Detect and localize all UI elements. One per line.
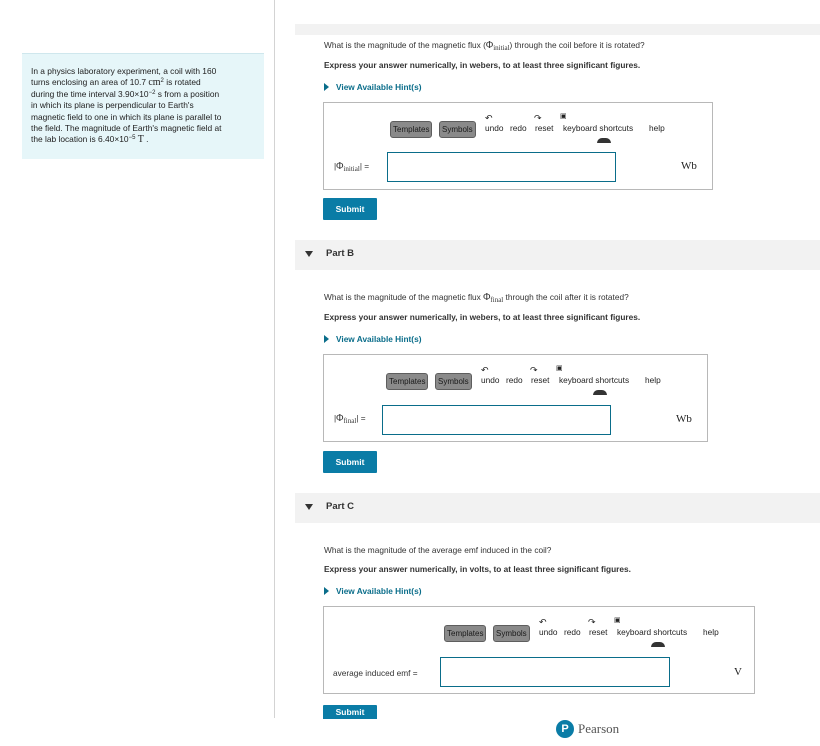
symbols-button[interactable]: Symbols [439, 121, 476, 138]
templates-button[interactable]: Templates [386, 373, 428, 390]
help-button[interactable]: help [649, 123, 665, 133]
symbols-button[interactable]: Symbols [493, 625, 530, 642]
pearson-logo-icon: P [556, 720, 574, 738]
reset-button[interactable]: reset [589, 627, 608, 637]
problem-line: the field. The magnitude of Earth's magnetic field at [31, 123, 222, 134]
undo-icon: ↶ [481, 365, 489, 375]
redo-button[interactable]: redo [564, 627, 581, 637]
part-b-variable-label: $|\Phi_{final}|$ = [334, 413, 366, 425]
part-c-submit-button[interactable]: Submit [323, 705, 377, 719]
part-c-unit: V [734, 666, 742, 678]
part-a-unit: Wb [681, 160, 697, 172]
column-divider [274, 0, 275, 718]
part-a-question: What is the magnitude of the magnetic flux $(\Phi_{initial})$ through the coil before it is rotated? [324, 40, 645, 52]
caret-right-icon [324, 587, 329, 595]
part-a-instruction: Express your answer numerically, in webers, to at least three significant figures. [324, 60, 641, 70]
keyboard-shortcuts-button[interactable]: keyboard shortcuts [563, 123, 634, 133]
redo-button[interactable]: redo [510, 123, 527, 133]
problem-line: In a physics laboratory experiment, a coil with 160 [31, 66, 217, 76]
redo-icon: ↷ [534, 113, 542, 123]
problem-line: during the time interval $3.90\times 10^{-2}$ s from a position [31, 88, 220, 99]
part-c-hint-link[interactable]: View Available Hint(s) [324, 586, 421, 596]
templates-button[interactable]: Templates [390, 121, 432, 138]
problem-line: magnetic field to one in which its plane is parallel to [31, 111, 222, 122]
redo-button[interactable]: redo [506, 375, 523, 385]
part-b-submit-button[interactable]: Submit [323, 451, 377, 473]
part-c-variable-label: average induced emf = [333, 668, 418, 678]
caret-right-icon [324, 335, 329, 343]
reset-button[interactable]: reset [535, 123, 554, 133]
problem-statement [22, 53, 264, 159]
part-b-header[interactable] [295, 240, 820, 270]
part-b-answer-input[interactable] [382, 405, 611, 435]
templates-button[interactable]: Templates [444, 625, 486, 642]
part-c-title: Part C [326, 501, 354, 512]
problem-line: in which its plane is perpendicular to Earth's [31, 100, 194, 111]
toolbar-indicator [651, 642, 665, 647]
reset-button[interactable]: reset [531, 375, 550, 385]
redo-icon: ↷ [530, 365, 538, 375]
part-b-answer-box [323, 354, 708, 442]
symbols-button[interactable]: Symbols [435, 373, 472, 390]
chevron-down-icon [305, 504, 313, 510]
part-b-instruction: Express your answer numerically, in webers, to at least three significant figures. [324, 312, 641, 322]
part-c-answer-box [323, 606, 755, 694]
problem-line: turns enclosing an area of 10.7 $cm^2$ is rotated [31, 77, 201, 89]
pearson-logo-text: Pearson [578, 721, 620, 736]
part-c-question: What is the magnitude of the average emf induced in the coil? [324, 545, 552, 555]
undo-button[interactable]: undo [485, 123, 504, 133]
part-b-question: What is the magnitude of the magnetic flux $\Phi_{final}$ through the coil after it is rotated? [324, 292, 629, 304]
caret-right-icon [324, 83, 329, 91]
part-a-header-strip [295, 24, 820, 35]
help-button[interactable]: help [645, 375, 661, 385]
part-a-answer-input[interactable] [387, 152, 616, 182]
part-b-hint-link[interactable]: View Available Hint(s) [324, 334, 421, 344]
part-c-instruction: Express your answer numerically, in volts, to at least three significant figures. [324, 564, 631, 574]
part-a-submit-button[interactable]: Submit [323, 198, 377, 220]
undo-button[interactable]: undo [539, 627, 558, 637]
part-a-answer-box [323, 102, 713, 190]
part-a-variable-label: $|\Phi_{initial}|$ = [334, 161, 370, 173]
reset-icon: ▣ [560, 113, 567, 120]
redo-icon: ↷ [588, 617, 596, 627]
part-c-header[interactable] [295, 493, 820, 523]
undo-button[interactable]: undo [481, 375, 500, 385]
reset-icon: ▣ [556, 365, 563, 372]
help-button[interactable]: help [703, 627, 719, 637]
undo-icon: ↶ [485, 113, 493, 123]
problem-line: the lab location is $6.40\times 10^{-5}$ T . [31, 134, 149, 146]
undo-icon: ↶ [539, 617, 547, 627]
part-b-unit: Wb [676, 413, 692, 425]
part-a-hint-link[interactable]: View Available Hint(s) [324, 82, 421, 92]
keyboard-shortcuts-button[interactable]: keyboard shortcuts [559, 375, 630, 385]
chevron-down-icon [305, 251, 313, 257]
toolbar-indicator [597, 138, 611, 143]
reset-icon: ▣ [614, 617, 621, 624]
part-b-title: Part B [326, 248, 354, 259]
keyboard-shortcuts-button[interactable]: keyboard shortcuts [617, 627, 688, 637]
toolbar-indicator [593, 390, 607, 395]
part-c-answer-input[interactable] [440, 657, 670, 687]
